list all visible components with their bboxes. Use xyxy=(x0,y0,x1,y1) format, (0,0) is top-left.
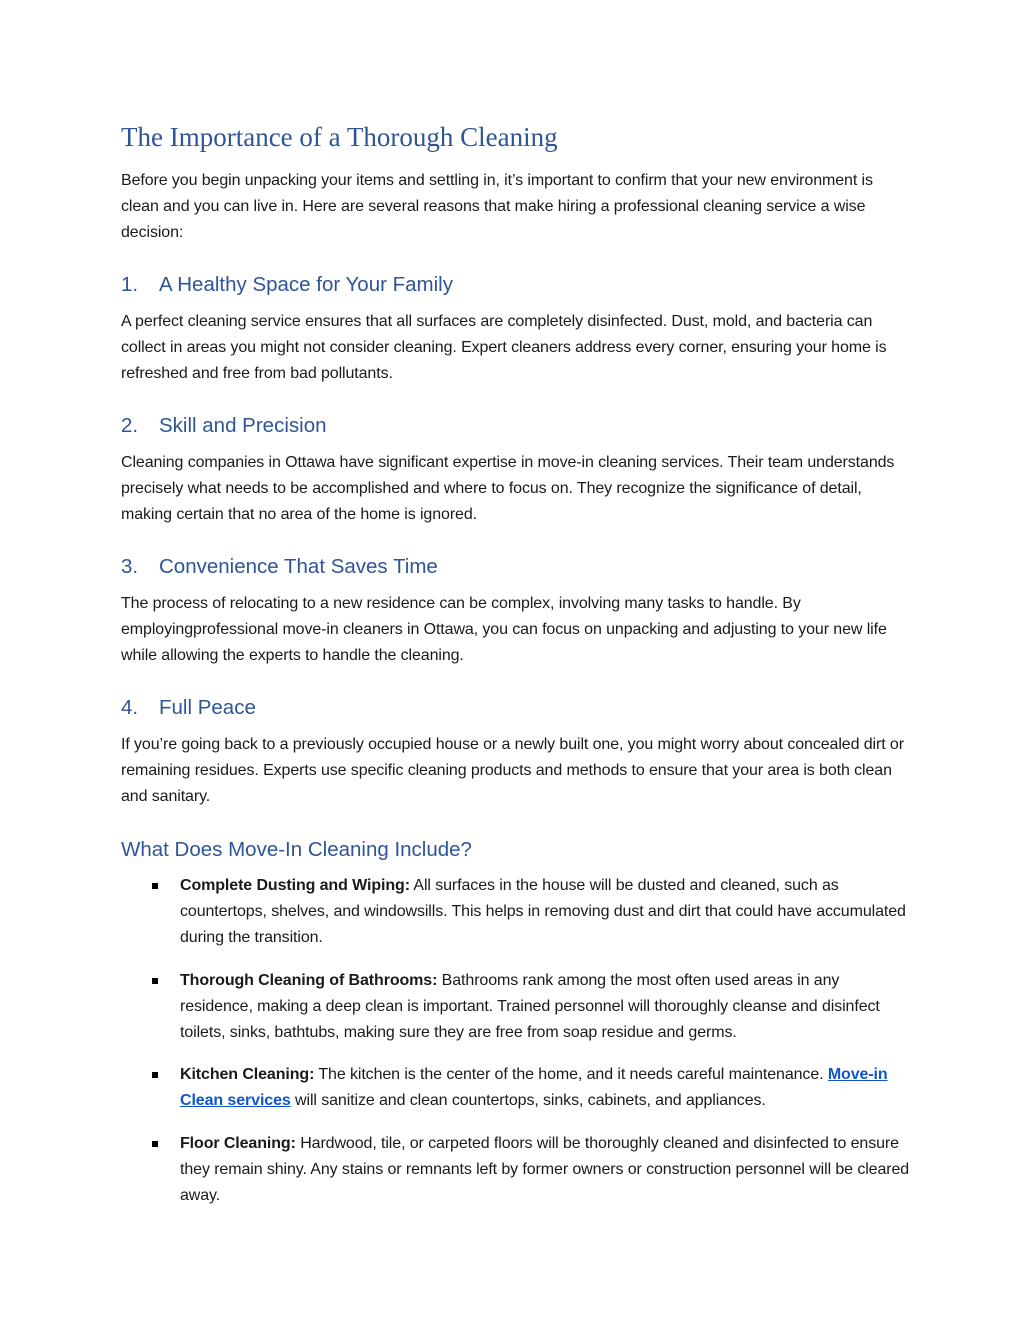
section-title: A Healthy Space for Your Family xyxy=(159,273,453,296)
list-item-text: The kitchen is the center of the home, and it needs careful maintenance. xyxy=(314,1066,828,1083)
list-item-label: Thorough Cleaning of Bathrooms: xyxy=(180,971,438,989)
section-number: 1. xyxy=(121,273,139,296)
document-content xyxy=(121,118,911,1225)
list-item-text: Bathrooms rank among the most often used areas in any residence, making a deep clean is important. Trained personnel will thoroughly cleanse and disinfect toilets, sinks, bathtubs, making sure they are free from soap residue and germs. xyxy=(180,971,880,1041)
list-item-label: Kitchen Cleaning: xyxy=(180,1066,315,1083)
square-bullet-icon xyxy=(152,1072,158,1078)
section-heading-2 xyxy=(121,411,911,441)
section-body-2: Cleaning companies in Ottawa have significant expertise in move-in cleaning services. Their team understands precisely what needs to be accomplished and where to focus on. They recognize the significance of detail, making certain that no area of the home is ignored. xyxy=(121,454,895,523)
list-item xyxy=(121,968,911,1046)
list-item-text: All surfaces in the house will be dusted and cleaned, such as countertops, shelves, and windowsills. This helps in removing dust and dirt that could have accumulated during the transition. xyxy=(180,877,906,946)
section-title: Full Peace xyxy=(159,696,256,719)
square-bullet-icon xyxy=(152,1141,158,1147)
list-item-label: Floor Cleaning: xyxy=(180,1134,296,1152)
section-body-3: The process of relocating to a new residence can be complex, involving many tasks to handle. By employingprofessional move-in cleaners in Ottawa, you can focus on unpacking and adjusting to your new life while allowing the experts to handle the cleaning. xyxy=(121,595,887,664)
section-title: Skill and Precision xyxy=(159,414,327,437)
move-in-clean-services-link[interactable]: Move-in Clean services xyxy=(180,1066,888,1109)
square-bullet-icon xyxy=(152,978,158,984)
list-item xyxy=(121,1062,911,1114)
section-title: Convenience That Saves Time xyxy=(159,555,438,578)
list-item xyxy=(121,873,911,951)
section-number: 3. xyxy=(121,555,139,578)
section-body-1: A perfect cleaning service ensures that all surfaces are completely disinfected. Dust, mold, and bacteria can collect in areas you might not consider cleaning. Expert cleaners address every corner, ensuring your home is refreshed and free from bad pollutants. xyxy=(121,313,887,382)
section-number: 4. xyxy=(121,696,139,719)
section-heading-4 xyxy=(121,693,911,723)
section-heading-3 xyxy=(121,552,911,582)
section-heading-1 xyxy=(121,270,911,300)
list-item-text: Hardwood, tile, or carpeted floors will be thoroughly cleaned and disinfected to ensure they remain shiny. Any stains or remnants left by former owners or construction personnel will be cleared away. xyxy=(180,1134,910,1204)
includes-list xyxy=(121,873,911,1209)
includes-heading: What Does Move-In Cleaning Include? xyxy=(121,838,472,861)
section-number: 2. xyxy=(121,414,139,437)
section-body-4: If you’re going back to a previously occupied house or a newly built one, you might worry about concealed dirt or remaining residues. Experts use specific cleaning products and methods to ensure that your area is both clean and sanitary. xyxy=(121,736,904,805)
list-item-text: will sanitize and clean countertops, sinks, cabinets, and appliances. xyxy=(290,1092,766,1109)
square-bullet-icon xyxy=(152,883,158,889)
intro-paragraph: Before you begin unpacking your items and settling in, it’s important to confirm that your new environment is clean and you can live in. Here are several reasons that make hiring a professional cleaning service a wise decision: xyxy=(121,172,873,241)
document-title: The Importance of a Thorough Cleaning xyxy=(121,122,558,152)
list-item-label: Complete Dusting and Wiping: xyxy=(180,877,410,894)
list-item xyxy=(121,1131,911,1209)
